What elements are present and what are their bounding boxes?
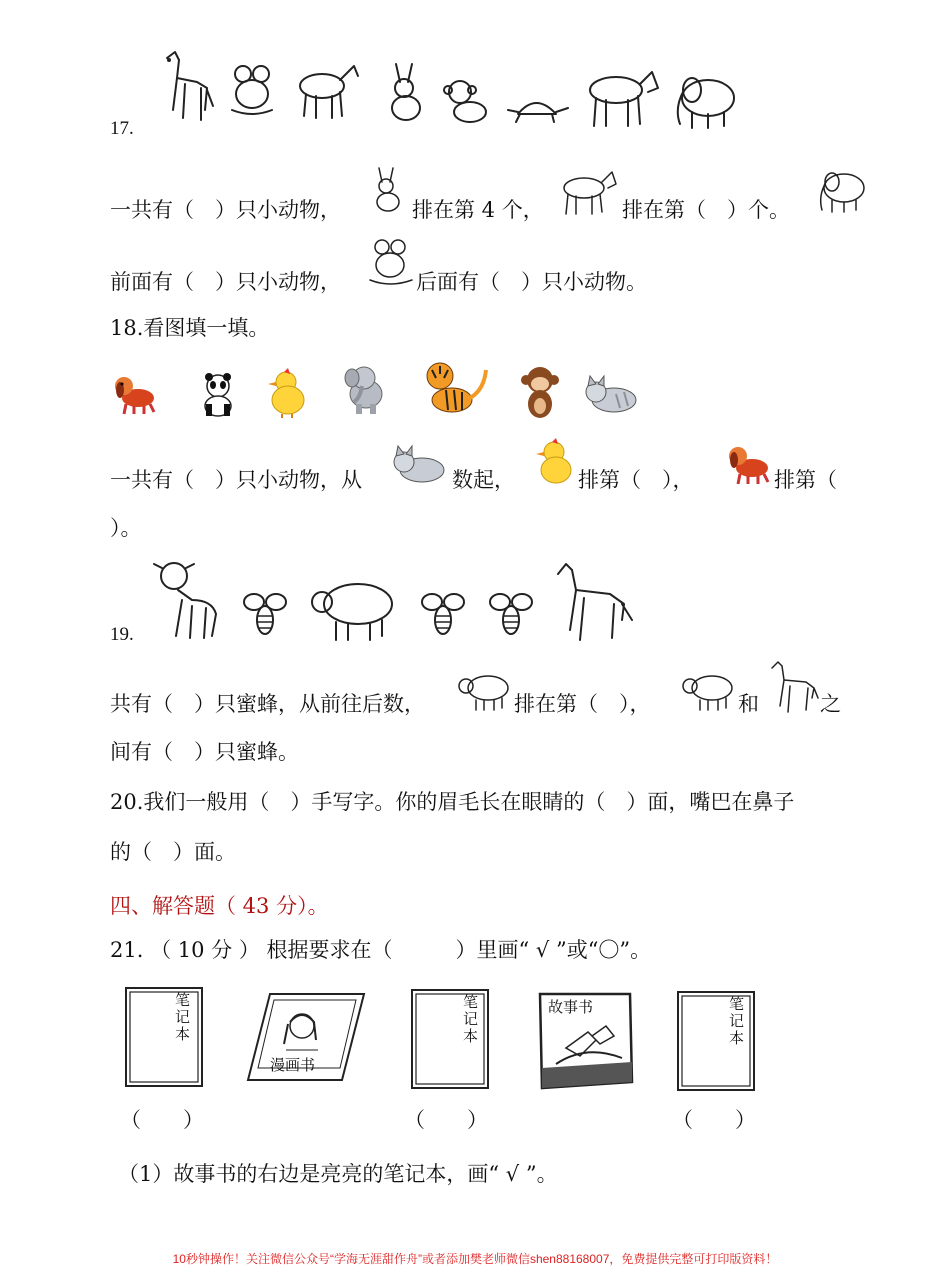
donkey-icon [556, 166, 620, 218]
bee-icon [418, 588, 468, 638]
notebook-2 [410, 988, 492, 1092]
notebook-label: 笔记本 [727, 996, 745, 1047]
q19-line1-text-a: 共有（ ）只蜜蜂，从前往后数， [110, 692, 425, 716]
sheep-icon [308, 574, 398, 644]
answer-paren-2[interactable]: （ ） [404, 1108, 488, 1132]
cat-icon [388, 444, 448, 488]
q18-line1-text-c: 排第（ ）， [578, 468, 694, 492]
frog-icon [228, 62, 278, 120]
q18-line2-text: ）。 [110, 516, 142, 540]
q19-line1-text-d: 之 [820, 692, 841, 716]
q17-line1-text-b: 排在第 4 个， [412, 198, 544, 222]
section-4-title: 四、解答题（ 43 分）。 [110, 894, 329, 918]
rabbit-icon [382, 62, 430, 124]
turtle-icon [506, 90, 572, 126]
q17-line1-text-a: 一共有（ ）只小动物， [110, 198, 341, 222]
goat-icon [292, 56, 362, 122]
q18-line1-text-b: 数起， [452, 468, 515, 492]
question-number-19: 19. [110, 624, 134, 645]
notebook-label: 笔记本 [173, 992, 191, 1043]
bee-icon [240, 588, 290, 638]
comic-book [244, 990, 368, 1084]
answer-paren-3[interactable]: （ ） [672, 1108, 756, 1132]
q18-line1-text-a: 一共有（ ）只小动物，从 [110, 468, 362, 492]
horse-icon [155, 48, 215, 128]
sheep-icon [680, 670, 736, 712]
panda-icon [198, 372, 238, 418]
story-book [536, 988, 636, 1092]
footer-promo-text: 10秒钟操作！关注微信公众号“学海无涯甜作舟”或者添加樊老师微信shen88168007，免费提供完整可打印版资料！ [172, 1252, 778, 1266]
q19-line1-text-c: 和 [738, 692, 759, 716]
notebook-1 [124, 986, 206, 1090]
sheep-icon [152, 556, 226, 642]
elephant-icon [670, 68, 742, 132]
monkey-icon [442, 76, 494, 126]
monkey-icon [518, 364, 566, 420]
question-number-17: 17. [110, 118, 134, 139]
cat-icon [580, 374, 640, 418]
notebook-label: 笔记本 [461, 994, 479, 1045]
q19-line1-text-b: 排在第（ ）， [514, 692, 651, 716]
question-18-title: 18.看图填一填。 [110, 316, 270, 340]
dog-icon [724, 440, 776, 488]
bee-icon [486, 588, 536, 638]
q19-line2-text: 间有（ ）只蜜蜂。 [110, 740, 299, 764]
dog-icon [110, 370, 162, 416]
tiger-icon [422, 360, 490, 420]
q17-line1-text-c: 排在第（ ）个。 [622, 198, 790, 222]
horse-icon [768, 660, 820, 714]
rabbit-icon [368, 166, 408, 214]
q17-line2-text-b: 后面有（ ）只小动物。 [416, 270, 647, 294]
horse-icon [552, 560, 636, 644]
q17-line2-text-a: 前面有（ ）只小动物， [110, 270, 341, 294]
answer-paren-1[interactable]: （ ） [120, 1108, 204, 1132]
frog-icon [366, 236, 418, 288]
q18-line1-text-d: 排第（ [774, 468, 837, 492]
story-book-label: 故事书 [548, 998, 594, 1016]
elephant-icon [340, 362, 390, 418]
q20-line1-text: 20.我们一般用（ ）手写字。你的眉毛长在眼睛的（ ）面，嘴巴在鼻子 [110, 790, 795, 814]
comic-book-label: 漫画书 [270, 1056, 316, 1074]
q20-line2-text: 的（ ）面。 [110, 840, 236, 864]
chick-icon [528, 438, 576, 488]
elephant-icon [814, 166, 868, 216]
sheep-icon [456, 670, 512, 712]
q21-sub1-text: （1）故事书的右边是亮亮的笔记本，画“ √ ”。 [118, 1162, 558, 1186]
notebook-3 [676, 990, 758, 1094]
q21-header-text: 21. （ 10 分 ） 根据要求在（ ）里画“ √ ”或“〇”。 [110, 938, 652, 962]
chick-icon [258, 368, 310, 418]
donkey-icon [582, 64, 662, 130]
